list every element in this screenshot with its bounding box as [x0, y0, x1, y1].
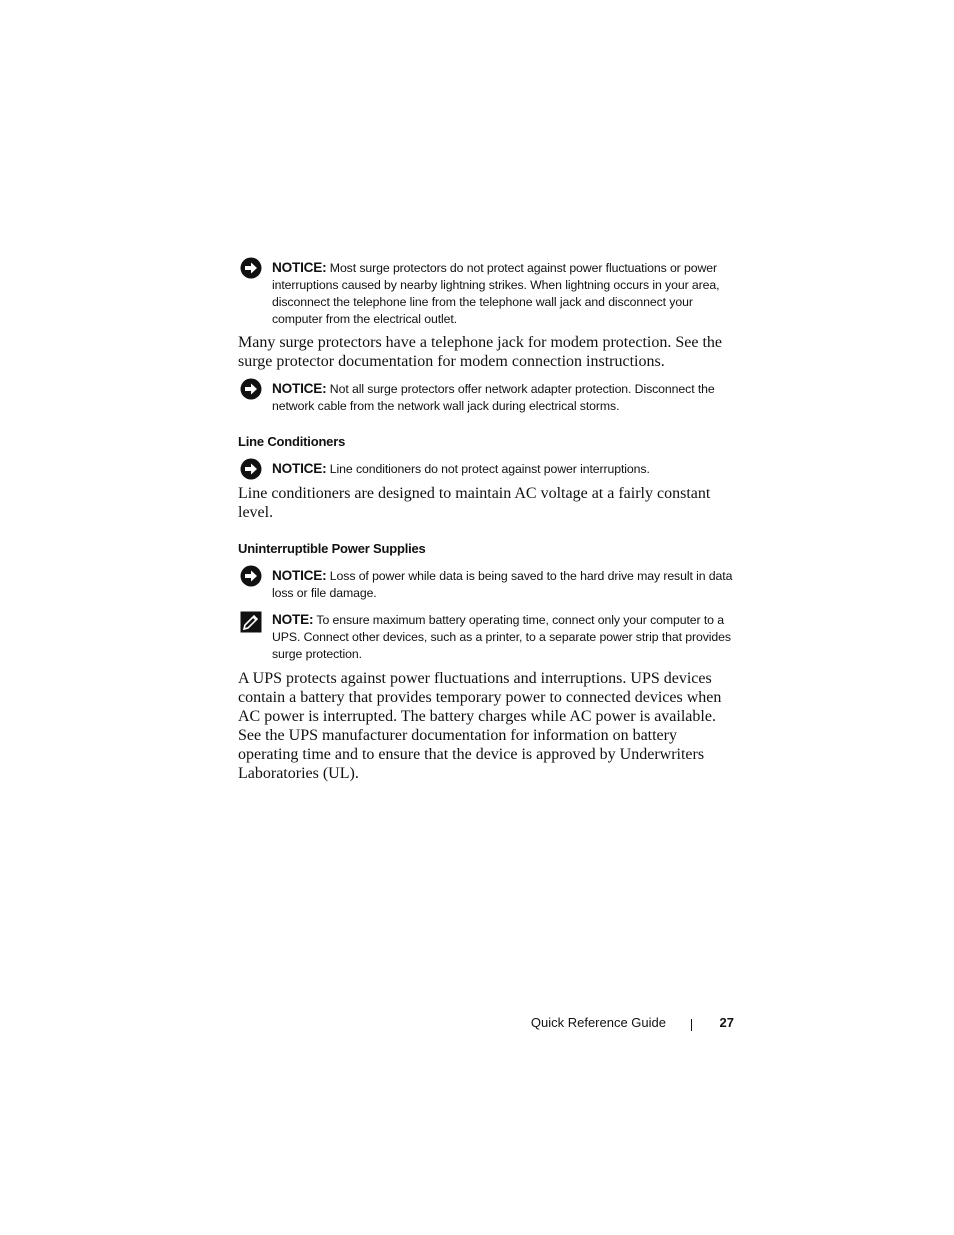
note-label: NOTE:: [272, 612, 314, 627]
notice-body: Not all surge protectors offer network adapter protection. Disconnect the network cable from the network wall jack during electrical storms.: [272, 382, 715, 413]
notice-arrow-icon: [240, 565, 262, 587]
note-text: [272, 611, 738, 663]
notice-label: NOTICE:: [272, 381, 327, 396]
notice-text: [272, 259, 738, 328]
notice-label: NOTICE:: [272, 461, 327, 476]
heading-ups: Uninterruptible Power Supplies: [238, 541, 426, 556]
footer-separator: [691, 1019, 692, 1031]
notice-surge-lightning: [238, 259, 738, 328]
notice-network-adapter: [238, 380, 738, 415]
note-battery-time: [238, 611, 738, 663]
notice-text: [272, 380, 738, 415]
paragraph-ups: A UPS protects against power fluctuations and interruptions. UPS devices contain a battery that provides temporary power to connected devices when AC power is interrupted. The battery charges while AC power is available. See the UPS manufacturer documentation for information on battery operating time and to ensure that the device is approved by Underwriters Laboratories (UL).: [238, 670, 722, 782]
notice-line-conditioners: [238, 460, 738, 478]
notice-body: Line conditioners do not protect against power interruptions.: [326, 462, 650, 476]
notice-body: Loss of power while data is being saved to the hard drive may result in data loss or file damage.: [272, 569, 733, 600]
notice-arrow-icon: [240, 458, 262, 480]
page-footer: [500, 1015, 736, 1035]
notice-arrow-icon: [240, 257, 262, 279]
notice-text: [272, 460, 738, 478]
paragraph-modem-protection: Many surge protectors have a telephone jack for modem protection. See the surge protector documentation for modem connection instructions.: [238, 334, 722, 370]
notice-label: NOTICE:: [272, 260, 327, 275]
paragraph-line-conditioners: Line conditioners are designed to maintain AC voltage at a fairly constant level.: [238, 485, 711, 521]
note-pencil-icon: [240, 611, 262, 633]
note-body: To ensure maximum battery operating time, connect only your computer to a UPS. Connect other devices, such as a printer, to a separate power strip that provides surge protection.: [272, 613, 731, 661]
page-number: 27: [719, 1015, 734, 1030]
notice-text: [272, 567, 738, 602]
footer-guide-title: Quick Reference Guide: [530, 1015, 666, 1030]
notice-data-loss: [238, 567, 738, 602]
notice-arrow-icon: [240, 378, 262, 400]
notice-label: NOTICE:: [272, 568, 327, 583]
notice-body: Most surge protectors do not protect against power fluctuations or power interruptions caused by nearby lightning strikes. When lightning occurs in your area, disconnect the telephone line from the telephone wall jack and disconnect your computer from the electrical outlet.: [272, 261, 720, 326]
heading-line-conditioners: Line Conditioners: [238, 434, 346, 449]
